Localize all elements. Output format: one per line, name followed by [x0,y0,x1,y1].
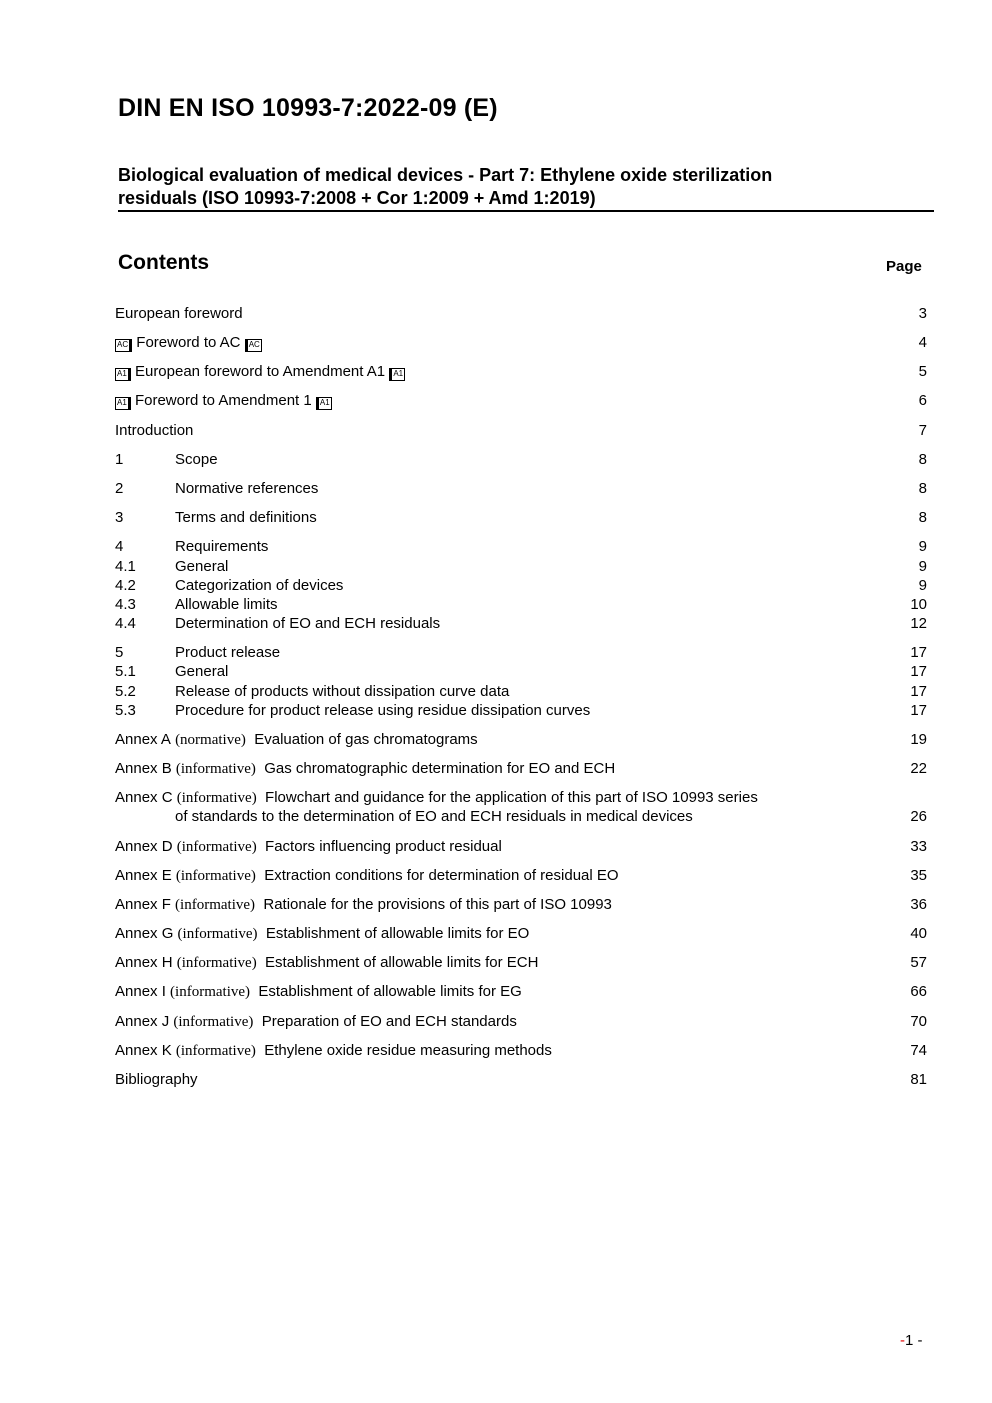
page-column-heading: Page [886,258,922,275]
toc-entry-number: 1 [115,451,124,468]
toc-entry-annex-c-continued[interactable] [115,807,927,826]
toc-entry-label: Allowable limits [175,596,278,613]
toc-entry-4-3[interactable] [115,595,927,614]
toc-entry-label: Release of products without dissipation curve data [175,683,510,700]
toc-entry-annex-h[interactable] [115,953,927,972]
annex-prefix: Annex E [115,867,172,884]
toc-entry-label: Determination of EO and ECH residuals [175,615,441,632]
annex-prefix: Annex I [115,983,166,1000]
toc-entry-label: Product release [175,644,281,661]
toc-entry-page: 6 [918,392,927,409]
toc-entry-annex-i[interactable] [115,982,927,1001]
toc-entry-label: Preparation of EO and ECH standards [261,1013,517,1030]
toc-entry-label: Normative references [175,480,319,497]
toc-entry-annex-c[interactable] [115,788,927,807]
toc-entry-page: 9 [918,577,927,594]
toc-entry-page: 3 [918,305,927,322]
annex-prefix: Annex K [115,1042,172,1059]
toc-entry-number: 5 [115,644,124,661]
toc-entry-4-1[interactable] [115,557,927,576]
toc-entry-page: 17 [910,644,927,661]
toc-entry-annex-b[interactable] [115,759,927,778]
toc-entry-number: 4.1 [115,558,136,575]
toc-entry-label: Factors influencing product residual [265,838,502,855]
annex-type: (informative) [173,1014,254,1030]
annex-type: (informative) [175,868,256,884]
toc-entry-annex-f[interactable] [115,895,927,914]
annex-prefix: Annex A [115,731,171,748]
annex-type: (informative) [170,984,251,1000]
toc-entry-5-2[interactable] [115,682,927,701]
annex-prefix: Annex D [115,838,173,855]
toc-entry-number: 2 [115,480,124,497]
toc-entry-number: 4.2 [115,577,136,594]
toc-entry-label: General [175,663,229,680]
toc-entry-3[interactable] [115,508,927,527]
toc-entry-label: European foreword to Amendment A1 [134,363,386,380]
a1-start-marker-icon: A1 [115,397,131,410]
toc-entry-number: 4.3 [115,596,136,613]
toc-entry-label-continued: of standards to the determination of EO and ECH residuals in medical devices [175,808,693,825]
toc-entry-annex-d[interactable] [115,837,927,856]
toc-entry-page: 17 [910,702,927,719]
toc-entry-page: 70 [910,1013,927,1030]
toc-entry-label: Terms and definitions [175,509,317,526]
toc-entry-5-3[interactable] [115,701,927,720]
toc-entry-page: 26 [910,808,927,825]
footer-page-number: 1 [905,1332,914,1349]
toc-entry-page: 4 [918,334,927,351]
toc-entry-introduction[interactable] [115,421,927,440]
toc-entry-4-2[interactable] [115,576,927,595]
toc-entry-european-foreword[interactable] [115,304,927,323]
toc-entry-label: Establishment of allowable limits for ECH [265,954,539,971]
contents-heading: Contents [118,251,209,274]
document-title [118,164,918,210]
annex-prefix: Annex F [115,896,171,913]
ac-start-marker-icon: AC [115,339,132,352]
toc-entry-page: 7 [918,422,927,439]
toc-entry-page: 36 [910,896,927,913]
annex-type: (informative) [175,897,256,913]
toc-entry-page: 35 [910,867,927,884]
toc-entry-label: Gas chromatographic determination for EO and ECH [264,760,616,777]
toc-entry-number: 4.4 [115,615,136,632]
document-title-line-2: residuals (ISO 10993-7:2008 + Cor 1:2009 + Amd 1:2019) [118,188,596,208]
toc-entry-annex-g[interactable] [115,924,927,943]
annex-prefix: Annex C [115,789,173,806]
annex-type: (informative) [176,955,257,971]
a1-end-marker-icon: A1 [389,368,405,381]
toc-entry-annex-k[interactable] [115,1041,927,1060]
toc-entry-label: Introduction [115,422,194,439]
annex-type: (informative) [176,790,257,806]
toc-entry-foreword-a1[interactable] [115,391,927,410]
toc-entry-number: 3 [115,509,124,526]
annex-type: (informative) [175,1043,256,1059]
toc-entry-page: 8 [918,451,927,468]
toc-entry-page: 19 [910,731,927,748]
toc-entry-page: 33 [910,838,927,855]
annex-prefix: Annex B [115,760,172,777]
toc-entry-label: Establishment of allowable limits for EO [265,925,530,942]
toc-entry-page: 81 [910,1071,927,1088]
toc-entry-page: 9 [918,558,927,575]
toc-entry-label: Establishment of allowable limits for EG [258,983,522,1000]
toc-entry-page: 66 [910,983,927,1000]
annex-prefix: Annex H [115,954,173,971]
toc-entry-page: 5 [918,363,927,380]
toc-entry-number: 5.1 [115,663,136,680]
toc-entry-page: 8 [918,480,927,497]
annex-prefix: Annex G [115,925,174,942]
toc-entry-label: Evaluation of gas chromatograms [254,731,478,748]
toc-entry-label: Foreword to AC [136,334,241,351]
toc-entry-1[interactable] [115,450,927,469]
toc-entry-page: 57 [910,954,927,971]
toc-entry-page: 9 [918,538,927,555]
toc-entry-page: 40 [910,925,927,942]
footer-dash-right: - [917,1332,923,1349]
toc-entry-label: Procedure for product release using residue dissipation curves [175,702,591,719]
toc-entry-number: 4 [115,538,124,555]
toc-entry-label: Categorization of devices [175,577,344,594]
toc-entry-annex-j[interactable] [115,1012,927,1031]
document-id: DIN EN ISO 10993-7:2022-09 (E) [118,94,498,122]
toc-entry-number: 5.3 [115,702,136,719]
toc-entry-foreword-ac[interactable] [115,333,927,352]
toc-entry-page: 10 [910,596,927,613]
toc-entry-label: Flowchart and guidance for the application of this part of ISO 10993 series [265,789,758,806]
toc-entry-number: 5.2 [115,683,136,700]
toc-entry-label: Rationale for the provisions of this part of ISO 10993 [263,896,612,913]
annex-type: (normative) [175,732,246,748]
toc-entry-label: Requirements [175,538,269,555]
a1-end-marker-icon: A1 [316,397,332,410]
toc-entry-label: Ethylene oxide residue measuring methods [264,1042,552,1059]
toc-entry-page: 22 [910,760,927,777]
toc-entry-5[interactable] [115,643,927,662]
toc-entry-page: 17 [910,683,927,700]
toc-entry-label: Foreword to Amendment 1 [134,392,312,409]
toc-entry-4[interactable] [115,537,927,556]
document-title-line-1: Biological evaluation of medical devices - Part 7: Ethylene oxide sterilization [118,165,773,185]
toc-entry-page: 8 [918,509,927,526]
toc-entry-annex-a[interactable] [115,730,927,749]
annex-prefix: Annex J [115,1013,170,1030]
toc-entry-label: Extraction conditions for determination of residual EO [264,867,619,884]
toc-entry-bibliography[interactable] [115,1070,927,1089]
toc-entry-page: 74 [910,1042,927,1059]
toc-entry-european-foreword-a1[interactable] [115,362,927,381]
toc-entry-page: 17 [910,663,927,680]
footer-dash-left: - [900,1332,905,1349]
toc-entry-label: Scope [175,451,218,468]
toc-entry-label: General [175,558,229,575]
annex-type: (informative) [177,926,258,942]
toc-entry-annex-e[interactable] [115,866,927,885]
page-number-footer [900,1332,923,1349]
annex-type: (informative) [176,839,257,855]
toc-entry-label: European foreword [115,305,243,322]
ac-end-marker-icon: AC [245,339,262,352]
toc-entry-2[interactable] [115,479,927,498]
toc-entry-4-4[interactable] [115,614,927,633]
annex-type: (informative) [175,761,256,777]
toc-entry-5-1[interactable] [115,662,927,681]
toc-entry-page: 12 [910,615,927,632]
a1-start-marker-icon: A1 [115,368,131,381]
toc-entry-label: Bibliography [115,1071,198,1088]
title-rule [118,210,934,212]
